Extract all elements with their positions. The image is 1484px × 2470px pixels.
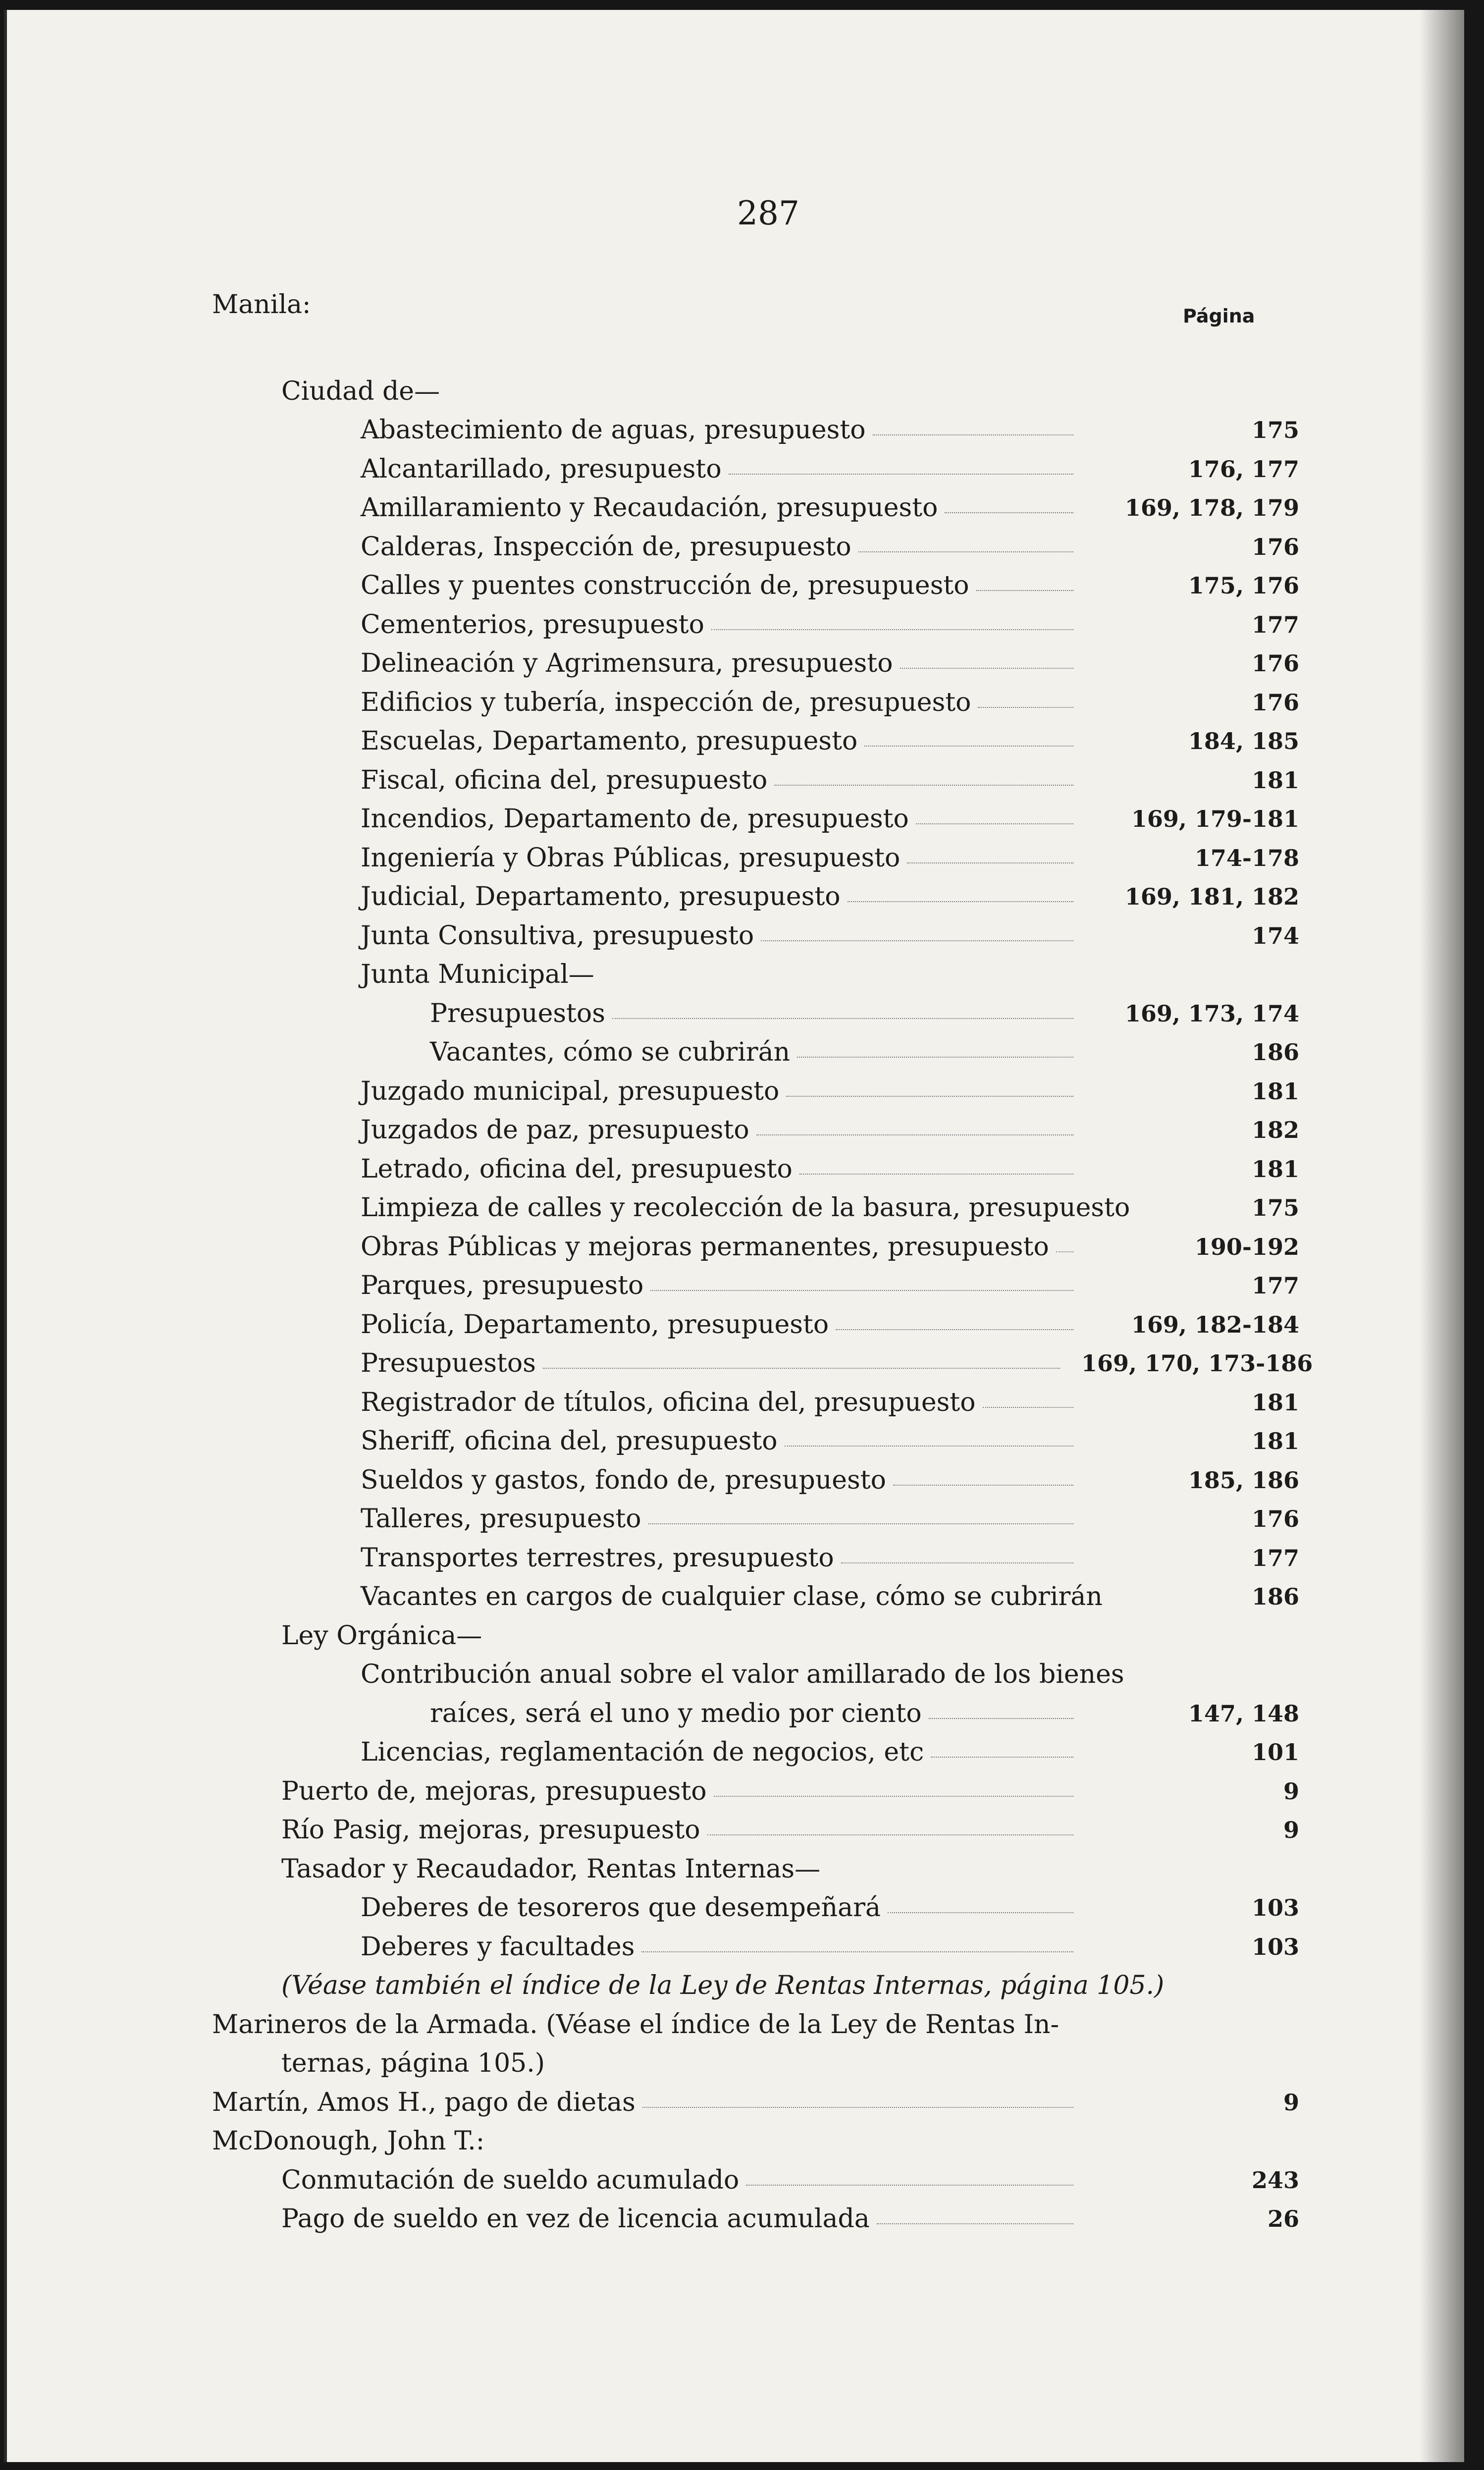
dotted-leader: [836, 1297, 1073, 1330]
dotted-leader: [714, 1764, 1073, 1797]
index-entry-pages: 174: [1251, 922, 1299, 949]
dotted-leader: [893, 1453, 1073, 1486]
index-entry-pages: 175: [1251, 417, 1299, 443]
index-entry-pages: 169, 181, 182: [1124, 883, 1299, 910]
dotted-leader: [650, 1258, 1073, 1291]
index-entry-text: Ley Orgánica—: [281, 1621, 482, 1651]
index-entry-pages: 176: [1251, 534, 1299, 560]
index-entry-text: Puerto de, mejoras, presupuesto: [281, 1776, 707, 1806]
index-entry-text: Presupuestos: [361, 1348, 536, 1378]
dotted-leader: [797, 1025, 1073, 1058]
index-entry-text: Amillaramiento y Recaudación, presupuesto: [361, 493, 938, 523]
index-entry-pages: 186: [1251, 1039, 1299, 1066]
dotted-leader: [877, 2192, 1073, 2224]
index-entry-pages: 181: [1251, 1078, 1299, 1105]
index-entry-text: Escuelas, Departamento, presupuesto: [361, 726, 858, 756]
index-entry-text: raíces, será el uno y medio por ciento: [430, 1699, 922, 1728]
dotted-leader: [729, 442, 1073, 475]
index-entry-text: Delineación y Agrimensura, presupuesto: [361, 648, 893, 678]
index-entry-pages: 175: [1251, 1194, 1299, 1221]
index-entry-pages: 169, 182-184: [1131, 1311, 1299, 1338]
index-entry-text: McDonough, John T.:: [212, 2126, 485, 2156]
index-entry-text: Contribución anual sobre el valor amillarado de los bienes: [361, 1660, 1124, 1689]
dotted-leader: [641, 1920, 1073, 1952]
pagina-column-label: Página: [1183, 305, 1255, 327]
dotted-leader: [945, 481, 1073, 513]
dotted-leader: [841, 1531, 1073, 1563]
index-entry-pages: 185, 186: [1188, 1467, 1299, 1494]
index-entry-text: Fiscal, oficina del, presupuesto: [361, 765, 768, 795]
index-entry-text: Limpieza de calles y recolección de la basura, presupuesto: [361, 1193, 1130, 1223]
index-entry-text: Ciudad de—: [281, 376, 440, 406]
index-entry-text: Junta Municipal—: [361, 960, 594, 989]
dotted-leader: [888, 1880, 1073, 1913]
dotted-leader: [642, 2075, 1073, 2108]
index-entry-pages: 177: [1251, 1545, 1299, 1571]
index-entry-text: Manila:: [212, 290, 311, 320]
index-entry-pages: 174-178: [1194, 845, 1299, 871]
index-entry-text: Vacantes, cómo se cubrirán: [430, 1037, 791, 1067]
index-entry-text: Talleres, presupuesto: [361, 1504, 641, 1534]
index-entry-pages: 147, 148: [1188, 1700, 1299, 1727]
dotted-leader: [648, 1492, 1073, 1524]
dotted-leader: [976, 558, 1073, 591]
dotted-leader: [761, 909, 1073, 941]
index-entry-text: Juzgado municipal, presupuesto: [361, 1076, 780, 1106]
dotted-leader: [799, 1142, 1073, 1175]
index-entry-pages: 169, 170, 173-186: [1081, 1350, 1313, 1377]
index-entry-text: Obras Públicas y mejoras permanentes, presupuesto: [361, 1232, 1049, 1262]
index-entry-pages: 103: [1251, 1933, 1299, 1960]
page-gutter-shadow: [1420, 10, 1464, 2462]
index-entry-text: (Véase también el índice de la Ley de Rentas Internas, página 105.): [281, 1971, 1165, 2000]
index-entry-text: ternas, página 105.): [281, 2048, 545, 2078]
dotted-leader: [612, 986, 1073, 1019]
index-entry-pages: 101: [1251, 1739, 1299, 1766]
index-entry-text: Calderas, Inspección de, presupuesto: [361, 532, 851, 562]
dotted-leader: [864, 714, 1073, 747]
index-entry-text: Transportes terrestres, presupuesto: [361, 1543, 834, 1573]
dotted-leader: [907, 831, 1073, 863]
dotted-leader: [873, 403, 1073, 435]
index-entry-pages: 184, 185: [1188, 728, 1299, 754]
index-entry-text: Cementerios, presupuesto: [361, 610, 704, 640]
index-entry-text: Juzgados de paz, presupuesto: [361, 1115, 749, 1145]
dotted-leader: [543, 1336, 1060, 1369]
index-entry-pages: 176: [1251, 650, 1299, 677]
index-entry-text: Parques, presupuesto: [361, 1271, 644, 1300]
index-entry-text: Licencias, reglamentación de negocios, etc: [361, 1737, 924, 1767]
index-entry-pages: 9: [1283, 2089, 1299, 2116]
index-entry-pages: 177: [1251, 611, 1299, 638]
index-entry-text: Pago de sueldo en vez de licencia acumulada: [281, 2204, 870, 2234]
index-entry-text: Conmutación de sueldo acumulado: [281, 2165, 740, 2195]
dotted-leader: [900, 636, 1073, 669]
index-entry-pages: 103: [1251, 1894, 1299, 1921]
index-entry-text: Ingeniería y Obras Públicas, presupuesto: [361, 843, 901, 873]
index-entry-text: Abastecimiento de aguas, presupuesto: [361, 415, 866, 445]
index-page: [4, 10, 1464, 2462]
index-entry-text: Calles y puentes construcción de, presupuesto: [361, 571, 969, 600]
dotted-leader: [774, 753, 1073, 786]
index-entry-text: Letrado, oficina del, presupuesto: [361, 1154, 793, 1184]
index-entry-text: Marineros de la Armada. (Véase el índice de la Ley de Rentas In-: [212, 2010, 1060, 2040]
index-entry-text: Registrador de títulos, oficina del, presupuesto: [361, 1388, 976, 1417]
index-entry-text: Tasador y Recaudador, Rentas Internas—: [281, 1854, 821, 1884]
index-entry-text: Martín, Amos H., pago de dietas: [212, 2088, 636, 2117]
index-entry-pages: 175, 176: [1188, 572, 1299, 599]
dotted-leader: [848, 869, 1073, 902]
dotted-leader: [707, 1803, 1073, 1835]
dotted-leader: [931, 1725, 1073, 1758]
index-entry-text: Judicial, Departamento, presupuesto: [361, 882, 841, 912]
index-entry-text: Vacantes en cargos de cualquier clase, cómo se cubrirán: [361, 1582, 1103, 1611]
index-entry-pages: 186: [1251, 1583, 1299, 1610]
dotted-leader: [858, 520, 1073, 552]
index-entry-text: Río Pasig, mejoras, presupuesto: [281, 1815, 700, 1845]
index-entry-pages: 177: [1251, 1272, 1299, 1299]
index-entry-pages: 181: [1251, 767, 1299, 794]
index-entry-text: Junta Consultiva, presupuesto: [361, 921, 754, 951]
index-entry-pages: 182: [1251, 1117, 1299, 1143]
dotted-leader: [785, 1414, 1073, 1447]
index-entry-pages: 9: [1283, 1817, 1299, 1843]
index-entry-pages: 26: [1267, 2205, 1299, 2232]
dotted-leader: [786, 1064, 1073, 1097]
index-entry-pages: 190-192: [1194, 1234, 1299, 1260]
dotted-leader: [929, 1686, 1073, 1719]
index-entry-pages: 169, 179-181: [1131, 805, 1299, 832]
index-entry-text: Edificios y tubería, inspección de, presupuesto: [361, 688, 971, 717]
dotted-leader: [1056, 1220, 1073, 1252]
index-entry-pages: 169, 178, 179: [1124, 494, 1299, 521]
index-entry-text: Policía, Departamento, presupuesto: [361, 1310, 829, 1340]
index-entry-text: Incendios, Departamento de, presupuesto: [361, 804, 909, 834]
dotted-leader: [746, 2153, 1073, 2186]
index-entry-pages: 181: [1251, 1156, 1299, 1182]
index-entry-pages: 243: [1251, 2167, 1299, 2194]
index-entry-pages: 176, 177: [1188, 456, 1299, 483]
index-entry-pages: 176: [1251, 1505, 1299, 1532]
index-entry-pages: 9: [1283, 1778, 1299, 1805]
page-number: 287: [737, 194, 799, 232]
page-edge-shadow: [4, 10, 7, 2462]
dotted-leader: [756, 1103, 1073, 1135]
dotted-leader: [916, 792, 1073, 824]
index-entry-text: Alcantarillado, presupuesto: [361, 454, 722, 484]
index-entry-pages: 181: [1251, 1389, 1299, 1416]
dotted-leader: [983, 1375, 1073, 1408]
index-entry-text: Sheriff, oficina del, presupuesto: [361, 1426, 778, 1456]
dotted-leader: [711, 597, 1073, 630]
index-entry-text: Sueldos y gastos, fondo de, presupuesto: [361, 1465, 886, 1495]
index-entry-text: Deberes de tesoreros que desempeñará: [361, 1893, 881, 1923]
index-entry-text: Deberes y facultades: [361, 1932, 635, 1962]
index-entry-pages: 169, 173, 174: [1124, 1000, 1299, 1027]
index-entry-pages: 181: [1251, 1428, 1299, 1454]
dotted-leader: [978, 675, 1073, 708]
index-entry-text: Presupuestos: [430, 999, 605, 1028]
index-entry-pages: 176: [1251, 689, 1299, 716]
